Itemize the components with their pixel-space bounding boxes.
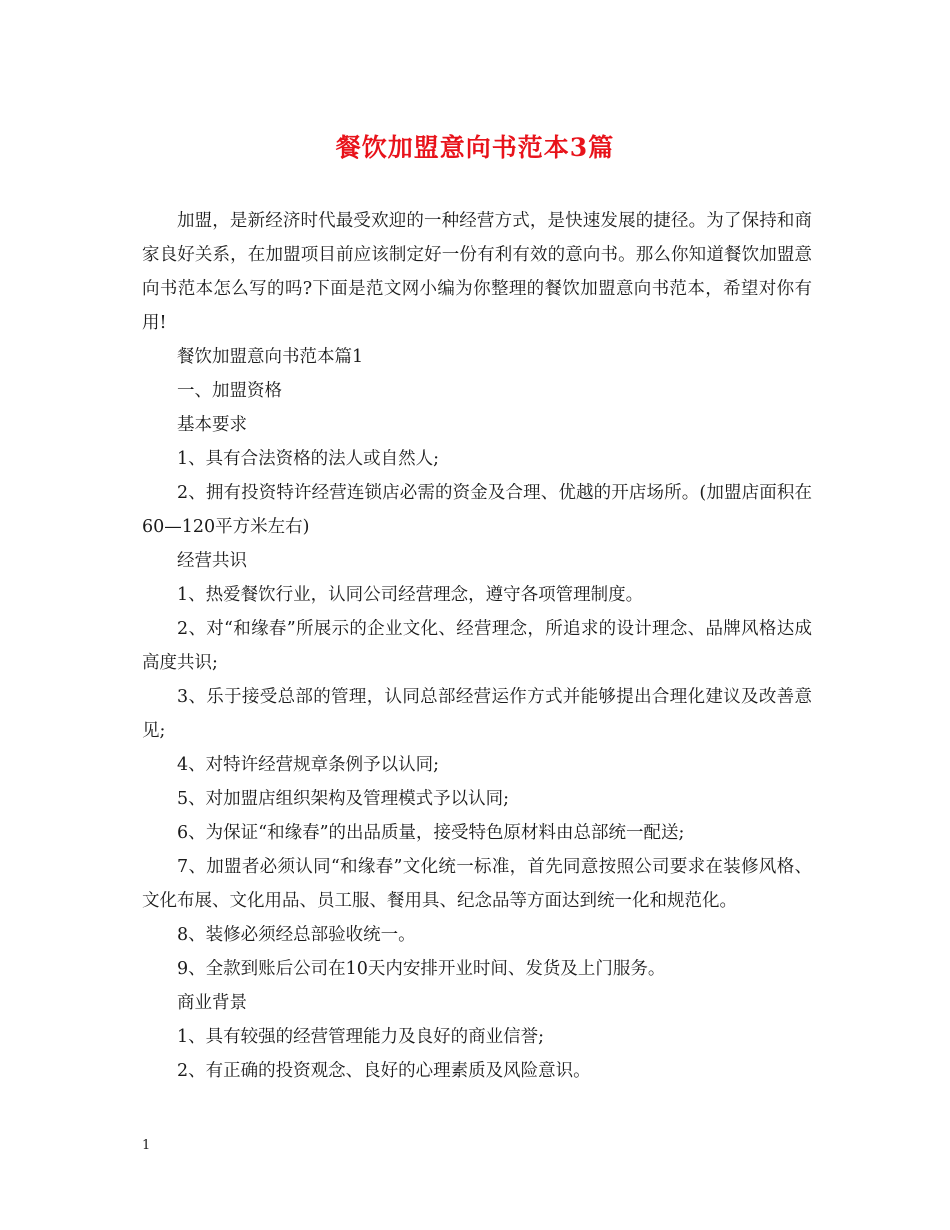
list-item: 1、具有合法资格的法人或自然人; [177, 449, 440, 469]
paragraph-intro: 加盟，是新经济时代最受欢迎的一种经营方式，是快速发展的捷径。为了保持和商家良好关系，在加盟项目前应该制定好一份有利有效的意向书。那么你知道餐饮加盟意向书范本怎么写的吗?下面是范文网小编为你整理的餐饮加盟意向书范本，希望对你有用! [142, 211, 812, 333]
subsection-heading: 经营共识 [177, 551, 247, 571]
list-item: 4、对特许经营规章条例予以认同; [177, 755, 440, 775]
list-item: 2、对“和缘春”所展示的企业文化、经营理念，所追求的设计理念、品牌风格达成高度共识; [142, 619, 812, 673]
list-item: 2、拥有投资特许经营连锁店必需的资金及合理、优越的开店场所。(加盟店面积在60—120平方米左右) [142, 483, 812, 537]
list-item: 9、全款到账后公司在10天内安排开业时间、发货及上门服务。 [177, 959, 666, 979]
list-item: 2、有正确的投资观念、良好的心理素质及风险意识。 [177, 1061, 591, 1081]
document-body [142, 204, 812, 1088]
list-item: 5、对加盟店组织架构及管理模式予以认同; [177, 789, 510, 809]
section-heading: 餐饮加盟意向书范本篇1 [177, 347, 364, 367]
list-item: 1、热爱餐饮行业，认同公司经营理念，遵守各项管理制度。 [177, 585, 644, 605]
page-number: 1 [142, 1138, 151, 1153]
list-item: 1、具有较强的经营管理能力及良好的商业信誉; [177, 1027, 545, 1047]
list-item: 7、加盟者必须认同“和缘春”文化统一标准，首先同意按照公司要求在装修风格、文化布展、文化用品、员工服、餐用具、纪念品等方面达到统一化和规范化。 [142, 857, 812, 911]
list-item: 3、乐于接受总部的管理，认同总部经营运作方式并能够提出合理化建议及改善意见; [142, 687, 812, 741]
subsection-heading: 基本要求 [177, 415, 247, 435]
list-item: 8、装修必须经总部验收统一。 [177, 925, 416, 945]
list-item: 6、为保证“和缘春”的出品质量，接受特色原材料由总部统一配送; [177, 823, 685, 843]
document-title: 餐饮加盟意向书范本3篇 [335, 133, 615, 162]
section-heading: 一、加盟资格 [177, 381, 282, 401]
subsection-heading: 商业背景 [177, 993, 247, 1013]
